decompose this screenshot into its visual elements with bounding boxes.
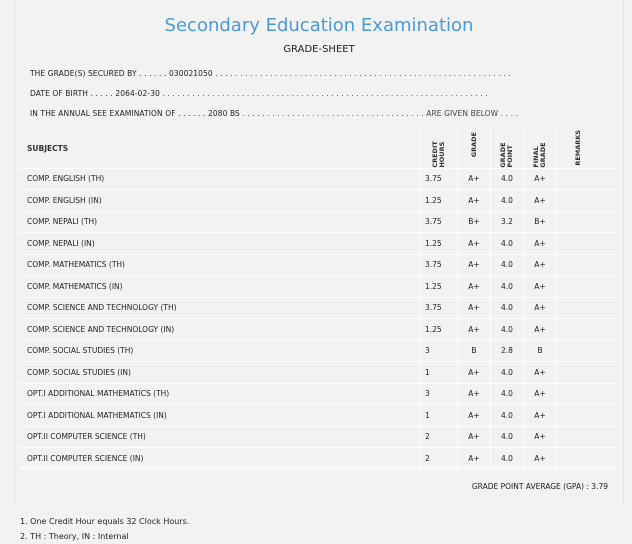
header-grade-point: GRADE POINT <box>491 130 524 168</box>
grade-cell: A+ <box>458 448 491 470</box>
subject-cell: COMP. MATHEMATICS (TH) <box>20 254 420 276</box>
grade-cell: A+ <box>458 233 491 255</box>
subject-cell: COMP. SCIENCE AND TECHNOLOGY (TH) <box>20 297 420 319</box>
grade-cell: A+ <box>458 254 491 276</box>
header-grade: GRADE <box>458 130 491 168</box>
table-row <box>20 319 616 341</box>
symbol-label: THE GRADE(S) SECURED BY . . . . . . <box>30 69 169 78</box>
subject-cell: OPT.II COMPUTER SCIENCE (IN) <box>20 448 420 470</box>
credit-hours-cell: 1 <box>420 362 458 384</box>
table-row <box>20 211 616 233</box>
credit-hours-cell: 3 <box>420 383 458 405</box>
exam-line <box>30 109 518 118</box>
credit-hours-cell: 3.75 <box>420 211 458 233</box>
table-row <box>20 276 616 298</box>
final-grade-cell: A+ <box>524 362 557 384</box>
header-remarks: REMARKS <box>557 130 617 168</box>
final-grade-cell: A+ <box>524 448 557 470</box>
final-grade-cell: A+ <box>524 383 557 405</box>
credit-hours-cell: 2 <box>420 448 458 470</box>
grades-table <box>20 130 616 470</box>
credit-hours-cell: 2 <box>420 426 458 448</box>
dob-line <box>30 89 488 98</box>
table-row <box>20 362 616 384</box>
student-symbol-line <box>30 69 511 78</box>
remarks-cell <box>557 426 617 448</box>
credit-hours-cell: 3.75 <box>420 254 458 276</box>
grade-point-cell: 3.2 <box>491 211 524 233</box>
symbol-number: 030021050 <box>168 69 213 78</box>
table-row <box>20 426 616 448</box>
subject-cell: COMP. NEPALI (TH) <box>20 211 420 233</box>
grade-point-cell: 4.0 <box>491 168 524 190</box>
exam-label: IN THE ANNUAL SEE EXAMINATION OF . . . . . . <box>30 109 208 118</box>
grade-cell: B+ <box>458 211 491 233</box>
exam-year: 2080 BS <box>207 109 240 118</box>
table-row <box>20 254 616 276</box>
remarks-cell <box>557 168 617 190</box>
footnotes <box>20 514 189 544</box>
grade-cell: A+ <box>458 426 491 448</box>
credit-hours-cell: 3 <box>420 340 458 362</box>
grade-point-cell: 4.0 <box>491 254 524 276</box>
remarks-cell <box>557 448 617 470</box>
final-grade-cell: A+ <box>524 426 557 448</box>
grade-sheet <box>14 0 624 505</box>
final-grade-cell: A+ <box>524 190 557 212</box>
subject-cell: COMP. NEPALI (IN) <box>20 233 420 255</box>
final-grade-cell: A+ <box>524 405 557 427</box>
final-grade-cell: A+ <box>524 276 557 298</box>
grade-point-cell: 4.0 <box>491 383 524 405</box>
symbol-dots: . . . . . . . . . . . . . . . . . . . . . . . . . . . . . . . . . . . . . . . . . . . . . . . . . . . . . . . . . . . . <box>212 69 511 78</box>
grade-cell: B <box>458 340 491 362</box>
remarks-cell <box>557 340 617 362</box>
remarks-cell <box>557 383 617 405</box>
grade-point-cell: 4.0 <box>491 362 524 384</box>
remarks-cell <box>557 319 617 341</box>
subject-cell: COMP. ENGLISH (TH) <box>20 168 420 190</box>
credit-hours-cell: 1 <box>420 405 458 427</box>
dob-label: DATE OF BIRTH . . . . . <box>30 89 116 98</box>
grade-point-cell: 4.0 <box>491 190 524 212</box>
final-grade-cell: A+ <box>524 233 557 255</box>
remarks-cell <box>557 254 617 276</box>
dob-value: 2064-02-30 <box>115 89 160 98</box>
table-row <box>20 190 616 212</box>
remarks-cell <box>557 276 617 298</box>
final-grade-cell: A+ <box>524 297 557 319</box>
remarks-cell <box>557 405 617 427</box>
remarks-cell <box>557 190 617 212</box>
final-grade-cell: A+ <box>524 319 557 341</box>
grade-point-cell: 4.0 <box>491 426 524 448</box>
header-credit-hours: CREDIT HOURS <box>420 130 458 168</box>
dob-dots: . . . . . . . . . . . . . . . . . . . . . . . . . . . . . . . . . . . . . . . . . . . . . . . . . . . . . . . . . . . . . . . . . . <box>159 89 488 98</box>
remarks-cell <box>557 297 617 319</box>
page-subtitle: GRADE-SHEET <box>283 44 355 55</box>
subject-cell: COMP. SOCIAL STUDIES (TH) <box>20 340 420 362</box>
final-grade-cell: B+ <box>524 211 557 233</box>
subject-cell: OPT.I ADDITIONAL MATHEMATICS (IN) <box>20 405 420 427</box>
subject-cell: OPT.II COMPUTER SCIENCE (TH) <box>20 426 420 448</box>
subject-cell: OPT.I ADDITIONAL MATHEMATICS (TH) <box>20 383 420 405</box>
table-row <box>20 448 616 470</box>
grade-point-cell: 2.8 <box>491 340 524 362</box>
footnote: 2. TH : Theory, IN : Internal <box>20 532 129 541</box>
gpa-section <box>20 467 616 506</box>
table-row <box>20 233 616 255</box>
table-row <box>20 297 616 319</box>
subject-cell: COMP. MATHEMATICS (IN) <box>20 276 420 298</box>
table-row <box>20 340 616 362</box>
subject-cell: COMP. ENGLISH (IN) <box>20 190 420 212</box>
grade-point-cell: 4.0 <box>491 405 524 427</box>
table-row <box>20 405 616 427</box>
credit-hours-cell: 1.25 <box>420 276 458 298</box>
final-grade-cell: B <box>524 340 557 362</box>
header-final-grade: FINAL GRADE <box>524 130 557 168</box>
grade-point-cell: 4.0 <box>491 233 524 255</box>
grade-cell: A+ <box>458 297 491 319</box>
remarks-cell <box>557 362 617 384</box>
table-header-row <box>20 130 616 168</box>
subject-cell: COMP. SCIENCE AND TECHNOLOGY (IN) <box>20 319 420 341</box>
header-subjects: SUBJECTS <box>20 130 420 168</box>
grade-cell: A+ <box>458 405 491 427</box>
credit-hours-cell: 1.25 <box>420 319 458 341</box>
remarks-cell <box>557 211 617 233</box>
grade-point-cell: 4.0 <box>491 297 524 319</box>
grade-cell: A+ <box>458 276 491 298</box>
final-grade-cell: A+ <box>524 168 557 190</box>
exam-dots: . . . . . . . . . . . . . . . . . . . . . . . . . . . . . . . . . . . . . ARE GIVEN BELOW . . . . <box>239 109 519 118</box>
grade-point-cell: 4.0 <box>491 276 524 298</box>
table-row <box>20 168 616 190</box>
subject-cell: COMP. SOCIAL STUDIES (IN) <box>20 362 420 384</box>
grade-cell: A+ <box>458 168 491 190</box>
grade-point-cell: 4.0 <box>491 448 524 470</box>
grade-cell: A+ <box>458 362 491 384</box>
grade-cell: A+ <box>458 383 491 405</box>
footnote: 1. One Credit Hour equals 32 Clock Hours. <box>20 517 190 526</box>
grade-cell: A+ <box>458 319 491 341</box>
final-grade-cell: A+ <box>524 254 557 276</box>
grade-point-cell: 4.0 <box>491 319 524 341</box>
table-row <box>20 383 616 405</box>
credit-hours-cell: 3.75 <box>420 297 458 319</box>
gpa-value: GRADE POINT AVERAGE (GPA) : 3.79 <box>471 482 608 491</box>
credit-hours-cell: 1.25 <box>420 190 458 212</box>
remarks-cell <box>557 233 617 255</box>
credit-hours-cell: 3.75 <box>420 168 458 190</box>
credit-hours-cell: 1.25 <box>420 233 458 255</box>
grade-cell: A+ <box>458 190 491 212</box>
page-title: Secondary Education Examination <box>164 15 474 36</box>
